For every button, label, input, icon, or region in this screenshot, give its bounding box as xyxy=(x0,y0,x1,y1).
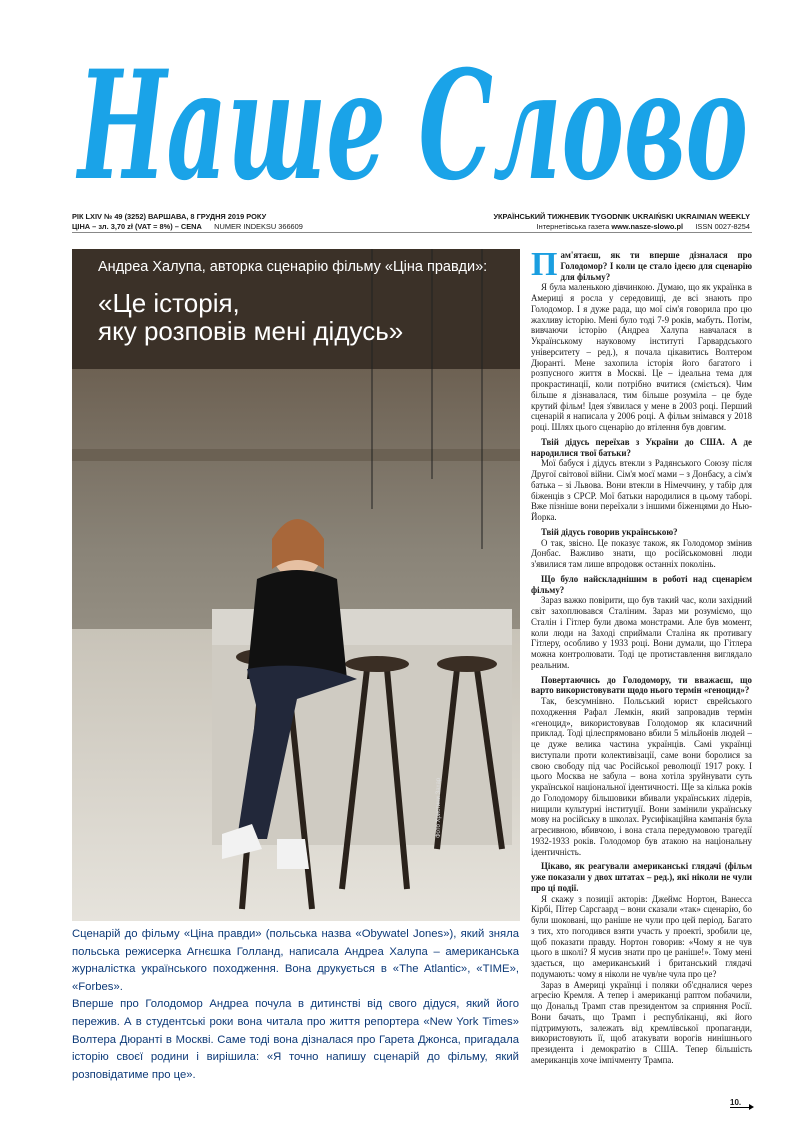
weekly-line: УКРАЇНСЬКИЙ ТИЖНЕВИК TYGODNIK UKRAIŃSKI UKRAINIAN WEEKLY xyxy=(493,212,750,221)
website-link[interactable]: www.nasze-slowo.pl xyxy=(611,222,684,231)
answer-2: Мої бабуся і дідусь втекли з Радянського Союзу після Другої світової війни. Сім'я моєї мами – з Донбасу, а сім'я батька – зі Львова. Вони втекли в Німеччину, у табір для біженців з СРСР. Мої батьки народилися в цьому таборі. Вже пізніше вони переїхали з іншими біженцями до Нью-Йорка. xyxy=(531,458,752,522)
question-4: Що було найскладнішим в роботі над сценарієм фільму? xyxy=(531,573,752,595)
issue-line: РІК LXIV № 49 (3252) ВАРШАВА, 8 ГРУДНЯ 2019 РОКУ xyxy=(72,212,267,221)
lead-paragraph-1: Сценарій до фільму «Ціна правди» (польська назва «Obywatel Jones»), який зняла польська режисерка Агнєшка Голланд, написала Андреа Халупа – американська журналістка українського походження. Вона друкується в «The Atlantic», «TIME», «Forbes». xyxy=(72,928,519,993)
issue-index: NUMER INDEKSU 366609 xyxy=(214,222,303,231)
interview-column xyxy=(531,246,752,1066)
issue-price: ЦІНА – зл. 3,70 zł (VAT = 8%) – CENA xyxy=(72,222,202,231)
question-3: Твій дідусь говорив українською? xyxy=(541,526,678,537)
internet-label: Інтернетівська газета xyxy=(536,222,610,231)
continue-arrow-icon xyxy=(730,1107,752,1108)
question-1: ам'ятаєш, як ти вперше дізналася про Голодомор? І коли це стало ідеєю для сценарію для фільму? xyxy=(560,250,752,282)
photo-kicker: Андреа Халупа, авторка сценарію фільму «Ціна правди»: xyxy=(98,259,488,275)
answer-3: О так, звісно. Це показує також, як Голодомор змінив Донбас. Важливо знати, що російськомовні люди з'явилися там лише впродовж останніх поколінь. xyxy=(531,537,752,569)
issn: ISSN 0027-8254 xyxy=(695,222,750,231)
lead-paragraph-2: Вперше про Голодомор Андреа почула в дитинстві від свого дідуся, який його пережив. А в студентські роки вона читала про життя репортера «New York Times» Волтера Дюранті в Москві. Саме тоді вона дізналася про Гарета Джонса, пригадала історію своєї родини і вирішила: «Я точно напишу сценарій до фільму, який розповідатиме про це». xyxy=(72,998,519,1081)
lead-caption xyxy=(72,926,519,1084)
continue-page-number: 10. xyxy=(730,1098,742,1107)
publication-info xyxy=(493,212,750,232)
cover-photo xyxy=(72,249,520,921)
question-6: Цікаво, як реагували американські глядачі (фільм уже показали у двох штатах – ред.), які ніколи не чули про ці події. xyxy=(531,861,752,893)
question-5: Повертаючись до Голодомору, ти вважаєш, що варто використовувати щодо нього термін «геноцид»? xyxy=(531,674,752,696)
answer-1: Я була маленькою дівчинкою. Думаю, що як українка в Америці я росла у середовищі, де всі знають про Голодомор. І я дуже рада, що мої сім'я говорила про цю жахливу історію. Мені було тоді 7-9 років, мабуть. Потім, вивчаючи історію (Андреа Халупа навчалася в Українському науковому інституті Гарвардського університету – ред.), я почала цікавитись Волтером Дюранті. Мене захопила історія його багатого і розпусного життя в Москві. Це – ідеальна тема для прокрастинації, коли потрібно вчитися (сміється). Чим більше я дізнавалася, тим більше розуміла – це буде крутий фільм! Ідея з'явилася у мене в 2003 році. Перший сценарій я написала у 2006 році. А фільм знімався у 2018 році. Шлях цього сценарію до втілення був довгим. xyxy=(531,282,752,432)
masthead-title: Наше Слово xyxy=(75,50,749,210)
issue-info xyxy=(72,212,303,232)
question-2: Твій дідусь переїхав з України до США. А де народилися твої батьки? xyxy=(531,436,752,458)
answer-4: Зараз важко повірити, що був такий час, коли західний світ захоплювався Сталіним. Зараз ми розуміємо, що Сталін і Гітлер були двома монстрами. Але був момент, коли люди на Заході сприймали Сталіна як противагу Гітлеру, особливо у 1933 році. Вони думали, що Гітлера можна контролювати. Тоді це протиставлення виглядало реальним. xyxy=(531,595,752,670)
headline-quote: «Це історія, яку розповів мені дідусь» xyxy=(98,288,404,346)
answer-5: Так, безсумнівно. Польський юрист єврейського походження Рафал Лемкін, який запровадив термін «геноцид», використовував Голодомор як класичний приклад. Тоді цілеспрямовано вбили 5 мільйонів людей – це дуже велика частина українців. Самі українці виступали проти колективізації, саме вони боролися за свою свободу під час Російської революції 1917 року. І цього Москва не забула – вона хотіла зруйнувати суть української національної ідентичності. Ще за кілька років до Голодомору більшовики вбивали українських лідерів, нищили культурні інституції. Вони замінили українську мову на російську в школах. Русифікаційна кампанія була агресивною, вбивчою, і вона стала передумовою трагедії 1932-1933 років. Голодомор був атакою на національну ідентичність. xyxy=(531,696,752,857)
answer-6: Я скажу з позиції акторів: Джеймс Нортон, Ванесса Кірбі, Пітер Сарсгаард – вони сказали «так» сценарію, бо були шоковані, що раніше не чули про цей період. Багато з тих, хто погодився взяти участь у проекті, зробили це, щоб показати правду. Нортон говорив: «Чому я не чув цього в школі? Я мусив знати про це раніше!». Тому мені здається, що американський і британський глядачі подумають: чому я ніколи не чув/не чула про це? xyxy=(531,893,752,979)
dropcap: П xyxy=(531,246,558,283)
photo-illustration xyxy=(72,249,520,921)
answer-7: Зараз в Америці українці і поляки об'єдналися через агресію Кремля. А тепер і американці раптом побачили, що Дональд Трамп став президентом за сприяння Росії. Вони бачать, що Трамп і республіканці, які його підтримують, залежать від кремлівської пропаганди, використовують її, щоб атакувати ворогів нинішнього президента і демократію в США. Тепер більшість американців хоче імпічменту Трампа. xyxy=(531,979,752,1065)
photo-credit: Фото Христини Захар xyxy=(436,777,442,838)
header-divider xyxy=(72,232,752,233)
masthead-logo xyxy=(70,50,760,210)
